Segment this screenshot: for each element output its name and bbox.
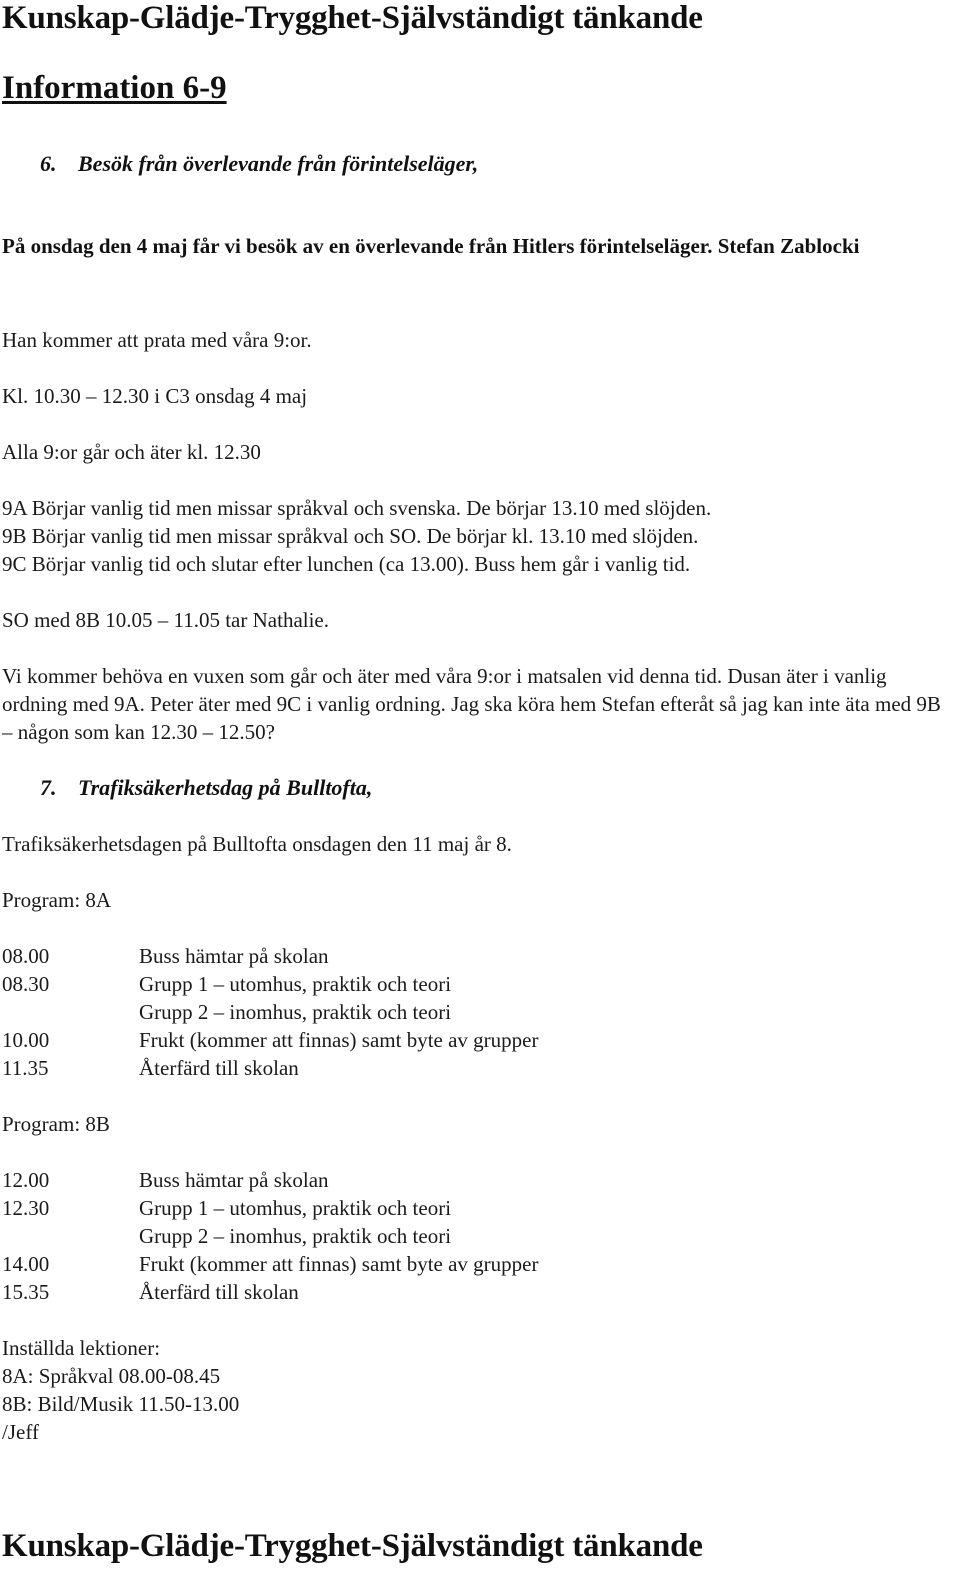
program-8b-label: Program: 8B [2, 1112, 110, 1136]
signature: /Jeff [2, 1420, 39, 1444]
schedule-activity: Grupp 1 – utomhus, praktik och teori [139, 972, 452, 996]
schedule-row [2, 1250, 538, 1278]
schedule-row [2, 1166, 329, 1194]
schedule-row [2, 970, 451, 998]
schedule-row [2, 1222, 451, 1250]
schedule-time: 12.30 [2, 1196, 50, 1220]
schedule-time: 08.30 [2, 972, 50, 996]
schedule-activity: Grupp 2 – inomhus, praktik och teori [139, 1000, 452, 1024]
schedule-row [2, 1194, 451, 1222]
cancelled-heading: Inställda lektioner: [2, 1336, 161, 1360]
schedule-activity: Buss hämtar på skolan [139, 944, 329, 968]
schedule-row [2, 942, 329, 970]
so-line: SO med 8B 10.05 – 11.05 tar Nathalie. [2, 608, 330, 632]
page-title: Information 6-9 [2, 70, 227, 106]
section-6-number: 6. [40, 151, 57, 176]
footer-brand: Kunskap-Glädje-Trygghet-Självständigt tänkande [2, 1528, 703, 1564]
section-7-title: Trafiksäkerhetsdag på Bulltofta, [78, 775, 373, 800]
program-8a-label: Program: 8A [2, 888, 112, 912]
schedule-row [2, 998, 451, 1026]
section-6-line-2: Kl. 10.30 – 12.30 i C3 onsdag 4 maj [2, 384, 308, 408]
schedule-time: 12.00 [2, 1168, 50, 1192]
schedule-time: 11.35 [2, 1056, 49, 1080]
section-6-heading [40, 151, 478, 177]
section-6-title: Besök från överlevande från förintelseläger, [78, 151, 479, 176]
schedule-activity: Grupp 1 – utomhus, praktik och teori [139, 1196, 452, 1220]
schedule-row [2, 1278, 299, 1306]
schedule-time: 08.00 [2, 944, 50, 968]
section-6-line-3: Alla 9:or går och äter kl. 12.30 [2, 440, 261, 464]
schedule-activity: Grupp 2 – inomhus, praktik och teori [139, 1224, 452, 1248]
schedule-activity: Buss hämtar på skolan [139, 1168, 329, 1192]
schedule-activity: Frukt (kommer att finnas) samt byte av grupper [139, 1028, 539, 1052]
schedule-time: 15.35 [2, 1280, 50, 1304]
section-6-line-1: Han kommer att prata med våra 9:or. [2, 328, 312, 352]
schedule-activity: Återfärd till skolan [139, 1056, 299, 1080]
section-7-number: 7. [40, 775, 57, 800]
class-line-9b: 9B Börjar vanlig tid men missar språkval och SO. De börjar kl. 13.10 med slöjden. [2, 524, 699, 548]
schedule-time: 14.00 [2, 1252, 50, 1276]
cancelled-item: 8B: Bild/Musik 11.50-13.00 [2, 1392, 240, 1416]
schedule-activity: Frukt (kommer att finnas) samt byte av grupper [139, 1252, 539, 1276]
schedule-row [2, 1054, 299, 1082]
section-7-intro: Trafiksäkerhetsdagen på Bulltofta onsdagen den 11 maj år 8. [2, 832, 512, 856]
schedule-row [2, 1026, 538, 1054]
section-6-intro: På onsdag den 4 maj får vi besök av en överlevande från Hitlers förintelseläger. Stefan Zablocki [2, 234, 860, 258]
schedule-time: 10.00 [2, 1028, 50, 1052]
header-brand: Kunskap-Glädje-Trygghet-Självständigt tänkande [2, 0, 703, 36]
section-6-paragraph: Vi kommer behöva en vuxen som går och äter med våra 9:or i matsalen vid denna tid. Dusan äter i vanlig ordning med 9A. Peter äter med 9C i vanlig ordning. Jag ska köra hem Stefan efteråt så jag kan inte äta med 9B – någon som kan 12.30 – 12.50? [2, 664, 941, 744]
schedule-activity: Återfärd till skolan [139, 1280, 299, 1304]
cancelled-item: 8A: Språkval 08.00-08.45 [2, 1364, 221, 1388]
class-line-9c: 9C Börjar vanlig tid och slutar efter lunchen (ca 13.00). Buss hem går i vanlig tid. [2, 552, 691, 576]
section-7-heading [40, 775, 372, 801]
class-line-9a: 9A Börjar vanlig tid men missar språkval och svenska. De börjar 13.10 med slöjden. [2, 496, 712, 520]
